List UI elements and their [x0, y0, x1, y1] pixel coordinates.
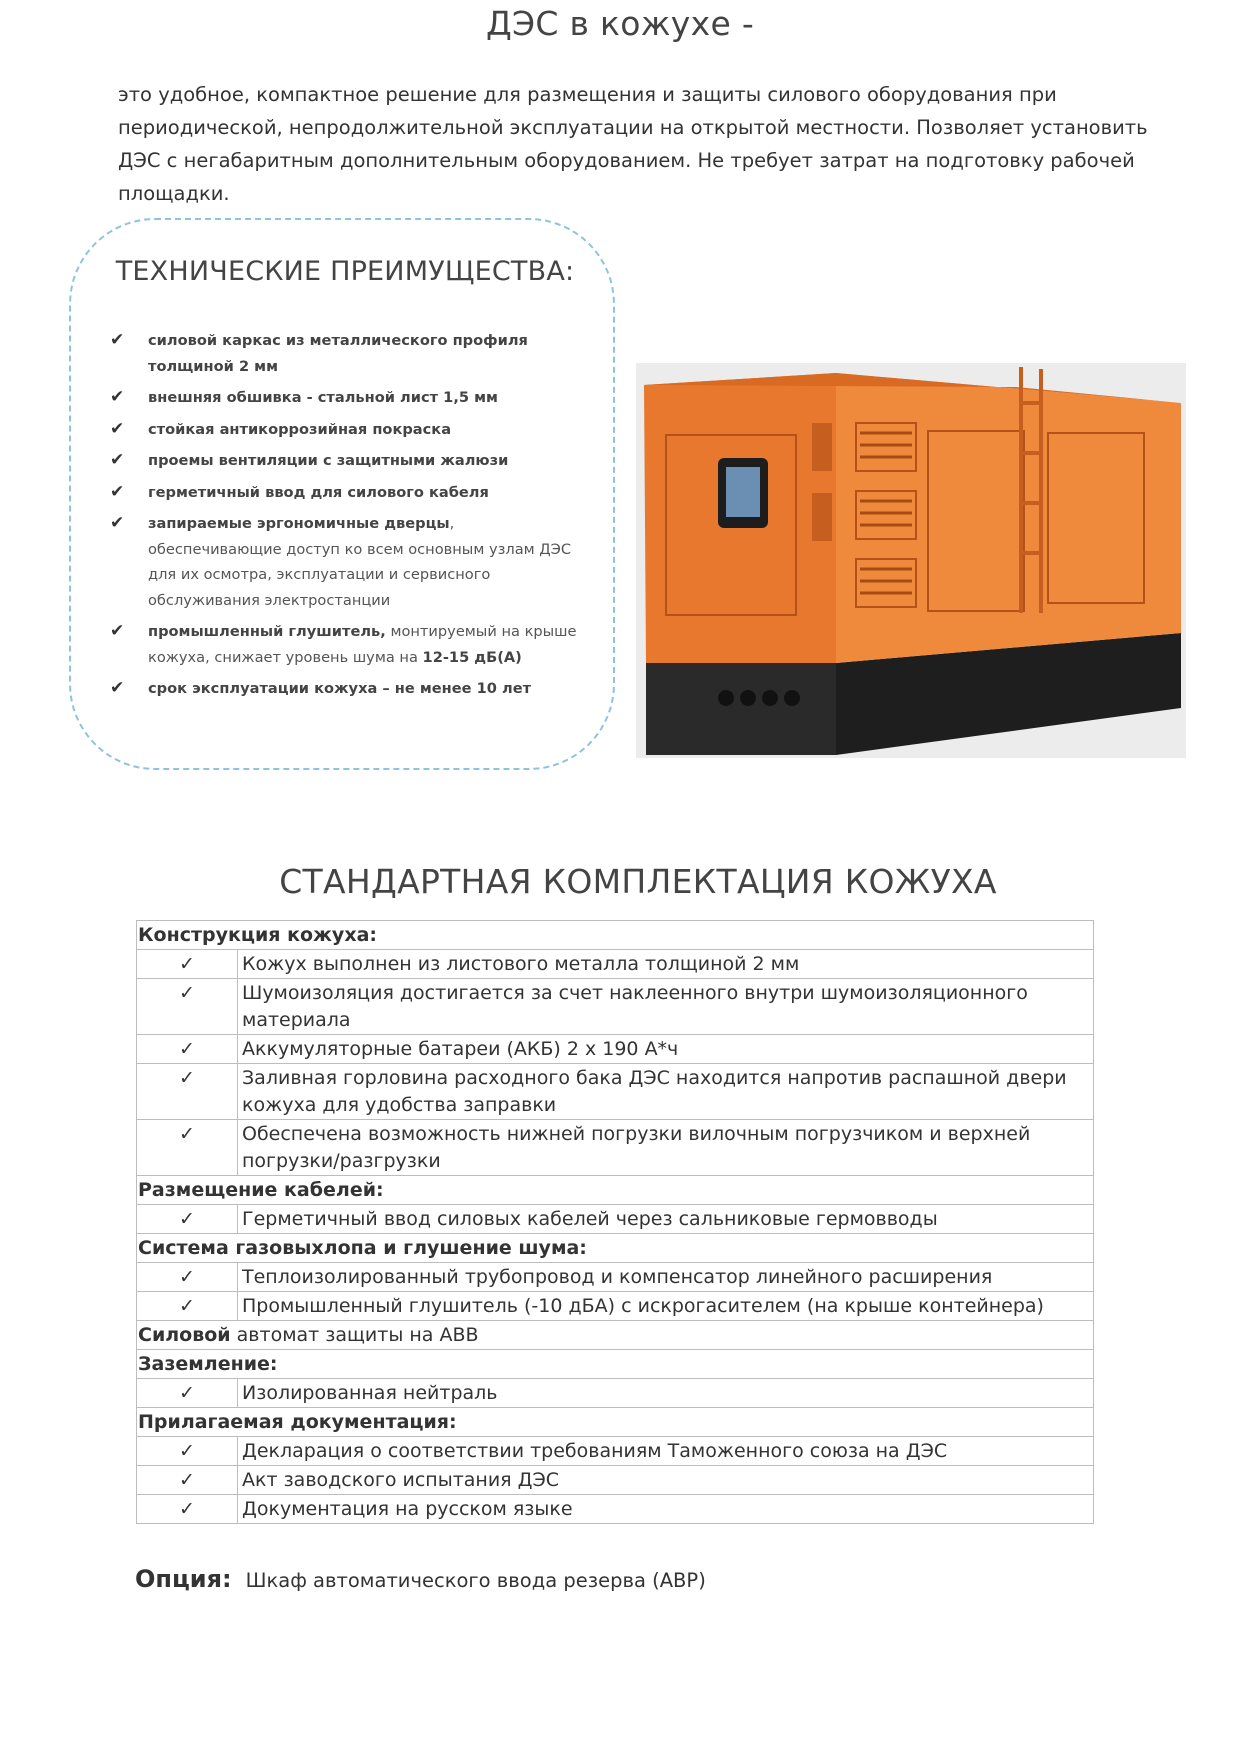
section-heading: Конструкция кожуха: — [137, 921, 1094, 950]
table-cell: Кожух выполнен из листового металла толщиной 2 мм — [238, 950, 1094, 979]
table-cell: Заливная горловина расходного бака ДЭС находится напротив распашной двери кожуха для удобства заправки — [238, 1064, 1094, 1120]
table-cell: Обеспечена возможность нижней погрузки вилочным погрузчиком и верхней погрузки/разгрузки — [238, 1120, 1094, 1176]
check-icon: ✓ — [137, 1120, 238, 1176]
section-row — [137, 1350, 1094, 1379]
advantage-item — [110, 619, 590, 670]
advantage-item — [110, 385, 590, 411]
table-row — [137, 1437, 1094, 1466]
option-text: Шкаф автоматического ввода резерва (АВР) — [245, 1569, 706, 1592]
check-icon: ✓ — [137, 1035, 238, 1064]
table-cell: Шумоизоляция достигается за счет наклеенного внутри шумоизоляционного материала — [238, 979, 1094, 1035]
check-icon: ✓ — [137, 1379, 238, 1408]
check-icon: ✓ — [137, 1466, 238, 1495]
advantage-bold: промышленный глушитель, — [148, 623, 386, 640]
standard-table — [136, 920, 1094, 1524]
check-icon: ✓ — [137, 1205, 238, 1234]
check-icon: ✓ — [137, 1292, 238, 1321]
table-row — [137, 1495, 1094, 1524]
option-label: Опция: — [135, 1565, 232, 1593]
check-icon: ✓ — [137, 1495, 238, 1524]
advantage-bold: проемы вентиляции с защитными жалюзи — [148, 452, 509, 469]
check-icon: ✔ — [110, 621, 125, 641]
check-icon: ✓ — [137, 1263, 238, 1292]
advantage-text: монтируемый на крыше кожуха, снижает уровень шума на — [148, 623, 577, 666]
check-icon: ✔ — [110, 387, 125, 407]
table-row — [137, 950, 1094, 979]
table-row — [137, 1263, 1094, 1292]
section-row — [137, 1408, 1094, 1437]
check-icon: ✔ — [110, 678, 125, 698]
check-icon: ✓ — [137, 1437, 238, 1466]
table-cell: Документация на русском языке — [238, 1495, 1094, 1524]
option-line — [135, 1565, 706, 1593]
section-row — [137, 1234, 1094, 1263]
table-cell: Декларация о соответствии требованиям Таможенного союза на ДЭС — [238, 1437, 1094, 1466]
advantage-bold: 12-15 дБ(А) — [422, 648, 522, 666]
table-row — [137, 1466, 1094, 1495]
advantage-item — [110, 417, 590, 443]
advantage-bold: стойкая антикоррозийная покраска — [148, 420, 452, 438]
check-icon: ✔ — [110, 418, 125, 439]
cell-bold: Силовой — [138, 1324, 231, 1346]
table-cell: Аккумуляторные батареи (АКБ) 2 х 190 А*ч — [238, 1035, 1094, 1064]
advantage-item — [110, 511, 590, 613]
advantage-bold: силовой каркас из металлического профиля толщиной 2 мм — [148, 332, 528, 375]
check-icon: ✔ — [110, 330, 125, 350]
advantage-bold: срок эксплуатации кожуха – не менее 10 лет — [148, 680, 532, 697]
section-row — [137, 1321, 1094, 1350]
advantages-title: ТЕХНИЧЕСКИЕ ПРЕИМУЩЕСТВА: — [115, 256, 575, 287]
table-row — [137, 1120, 1094, 1176]
check-icon: ✔ — [110, 450, 125, 470]
page-title: ДЭС в кожухе - — [485, 4, 755, 43]
table-row — [137, 979, 1094, 1035]
table-cell: Герметичный ввод силовых кабелей через сальниковые гермовводы — [238, 1205, 1094, 1234]
table-row — [137, 1379, 1094, 1408]
generator-image — [636, 363, 1186, 758]
check-icon: ✓ — [137, 979, 238, 1035]
advantage-bold: герметичный ввод для силового кабеля — [148, 483, 489, 501]
table-row — [137, 1292, 1094, 1321]
standard-title: СТАНДАРТНАЯ КОМПЛЕКТАЦИЯ КОЖУХА — [279, 862, 997, 901]
section-heading: Размещение кабелей: — [137, 1176, 1094, 1205]
section-heading: Прилагаемая документация: — [137, 1408, 1094, 1437]
check-icon: ✔ — [110, 513, 125, 533]
table-cell: Промышленный глушитель (-10 дБА) с искрогасителем (на крыше контейнера) — [238, 1292, 1094, 1321]
advantage-item — [110, 676, 590, 702]
advantage-item — [110, 480, 590, 506]
table-row — [137, 1035, 1094, 1064]
table-row — [137, 1064, 1094, 1120]
table-row — [137, 1205, 1094, 1234]
section-heading: Заземление: — [137, 1350, 1094, 1379]
section-row — [137, 921, 1094, 950]
check-icon: ✓ — [137, 1064, 238, 1120]
advantage-bold: запираемые эргономичные дверцы — [148, 515, 450, 532]
advantage-bold: внешняя обшивка - стальной лист 1,5 мм — [148, 389, 498, 406]
section-row — [137, 1176, 1094, 1205]
table-cell: Акт заводского испытания ДЭС — [238, 1466, 1094, 1495]
advantages-list — [110, 328, 590, 708]
advantage-text: , обеспечивающие доступ ко всем основным узлам ДЭС для их осмотра, эксплуатации и сервисного обслуживания электростанции — [148, 515, 572, 609]
cell-text: автомат защиты на ABB — [230, 1324, 479, 1346]
advantage-item — [110, 448, 590, 474]
advantage-item — [110, 328, 590, 379]
intro-paragraph: это удобное, компактное решение для размещения и защиты силового оборудования при периодической, непродолжительной эксплуатации на открытой местности. Позволяет установить ДЭС с негабаритным дополнительным оборудованием. Не требует затрат на подготовку рабочей площадки. — [118, 83, 1148, 205]
check-icon: ✓ — [137, 950, 238, 979]
table-cell: Изолированная нейтраль — [238, 1379, 1094, 1408]
generator-enclosure-illustration — [636, 363, 1186, 758]
check-icon: ✔ — [110, 481, 125, 502]
table-cell — [137, 1321, 1094, 1350]
table-cell: Теплоизолированный трубопровод и компенсатор линейного расширения — [238, 1263, 1094, 1292]
section-heading: Система газовыхлопа и глушение шума: — [137, 1234, 1094, 1263]
